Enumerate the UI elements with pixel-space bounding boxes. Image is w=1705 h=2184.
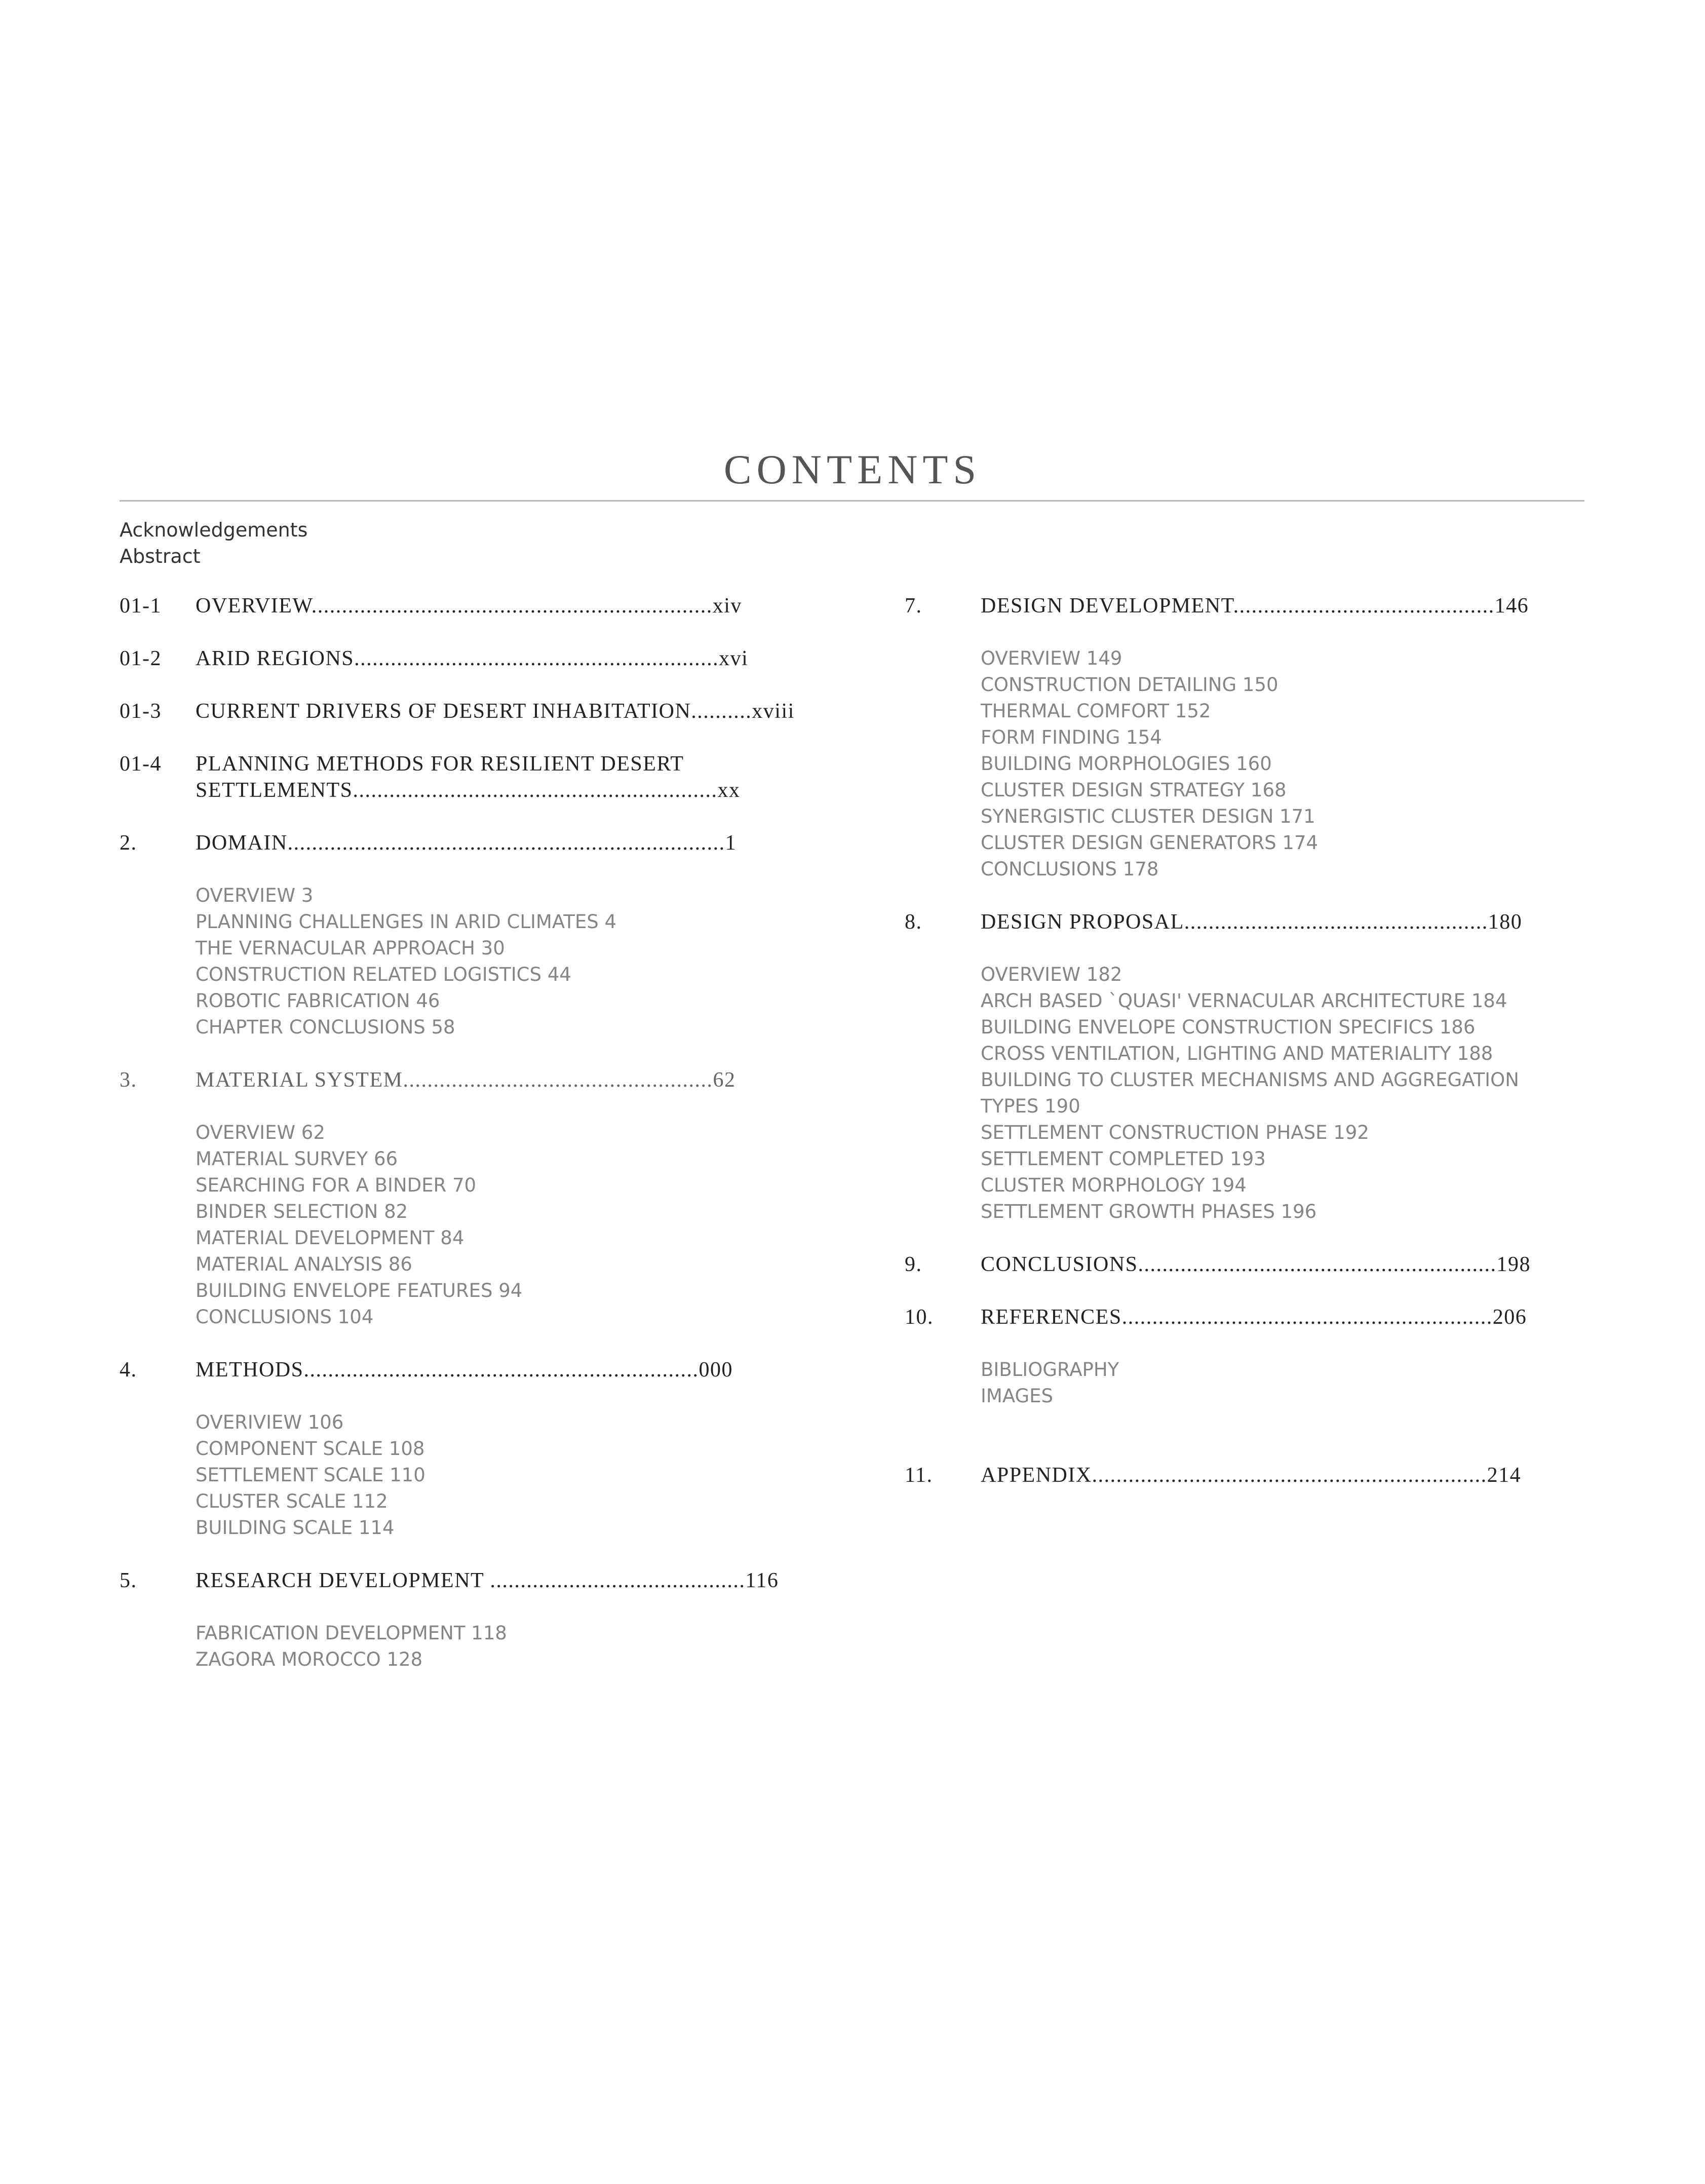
toc-chapter-number: 10. [905, 1306, 934, 1329]
front-matter [120, 517, 307, 569]
toc-entry [905, 1462, 1583, 1488]
toc-subsection: BUILDING ENVELOPE FEATURES 94 [196, 1280, 523, 1301]
toc-chapter-number: 01-1 [120, 594, 162, 618]
toc-chapter-title-line: OVERVIEW..................................................................xiv [196, 594, 742, 618]
toc-chapter-title-line: ARID REGIONS............................................................xvi [196, 647, 749, 670]
toc-subsection: CLUSTER DESIGN STRATEGY 168 [981, 779, 1287, 801]
toc-chapter-title-line: PLANNING METHODS FOR RESILIENT DESERT [196, 752, 684, 776]
toc-heading [120, 593, 803, 619]
toc-chapter-title-line: DOMAIN........................................................................1 [196, 831, 737, 855]
toc-chapter-number: 9. [905, 1253, 922, 1276]
toc-chapter-number: 01-2 [120, 647, 162, 670]
toc-chapter-title [981, 1304, 1583, 1330]
toc-heading [905, 593, 1583, 619]
toc-chapter-title [196, 645, 803, 672]
toc-chapter-title-line: MATERIAL SYSTEM...................................................62 [196, 1068, 736, 1092]
toc-subsection: OVERIVIEW 106 [196, 1411, 344, 1433]
toc-chapter-title-line: DESIGN DEVELOPMENT...........................................146 [981, 594, 1529, 618]
toc-chapter-title [196, 1567, 803, 1594]
toc-subsection: COMPONENT SCALE 108 [196, 1438, 425, 1460]
toc-subsection: TYPES 190 [981, 1095, 1080, 1117]
toc-chapter-number: 4. [120, 1358, 137, 1382]
toc-heading [120, 1067, 803, 1093]
toc-chapter-title-line: SETTLEMENTS............................................................xx [196, 779, 741, 802]
toc-heading [120, 1567, 803, 1594]
toc-subsection: BUILDING SCALE 114 [196, 1517, 395, 1539]
toc-subsection: SETTLEMENT CONSTRUCTION PHASE 192 [981, 1122, 1369, 1143]
toc-subsection: MATERIAL DEVELOPMENT 84 [196, 1227, 464, 1249]
toc-right-column [905, 593, 1583, 1515]
toc-heading [120, 751, 803, 803]
toc-subsection: BIBLIOGRAPHY [981, 1359, 1119, 1381]
page-title: CONTENTS [723, 446, 982, 492]
toc-chapter-number: 01-4 [120, 752, 162, 776]
toc-subsection-list [981, 645, 1583, 883]
toc-subsection: BUILDING ENVELOPE CONSTRUCTION SPECIFICS 186 [981, 1016, 1476, 1038]
toc-subsection-list [196, 1120, 803, 1330]
toc-chapter-title-line: METHODS.................................................................000 [196, 1358, 733, 1382]
toc-chapter-title [196, 1357, 803, 1383]
toc-entry [120, 593, 803, 619]
toc-chapter-title [196, 593, 803, 619]
toc-entry [905, 1251, 1583, 1278]
toc-subsection: ROBOTIC FABRICATION 46 [196, 990, 440, 1012]
toc-subsection: CROSS VENTILATION, LIGHTING AND MATERIALITY 188 [981, 1043, 1493, 1064]
toc-chapter-title-line: CONCLUSIONS...........................................................198 [981, 1253, 1531, 1276]
toc-subsection: CONCLUSIONS 104 [196, 1306, 374, 1328]
toc-entry [120, 751, 803, 803]
toc-subsection: OVERVIEW 182 [981, 964, 1122, 985]
toc-chapter-number: 3. [120, 1068, 137, 1092]
toc-subsection: THE VERNACULAR APPROACH 30 [196, 937, 505, 959]
toc-chapter-title [981, 909, 1583, 935]
title-divider [120, 500, 1584, 502]
toc-subsection: ZAGORA MOROCCO 128 [196, 1649, 423, 1670]
toc-heading [120, 645, 803, 672]
toc-subsection: FABRICATION DEVELOPMENT 118 [196, 1622, 507, 1644]
toc-chapter-title [981, 1462, 1583, 1488]
toc-heading [905, 1462, 1583, 1488]
toc-subsection: PLANNING CHALLENGES IN ARID CLIMATES 4 [196, 911, 617, 933]
toc-subsection: OVERVIEW 149 [981, 647, 1122, 669]
toc-subsection: CONCLUSIONS 178 [981, 858, 1159, 880]
toc-chapter-title-line: REFERENCES.............................................................206 [981, 1306, 1527, 1329]
toc-chapter-number: 8. [905, 910, 922, 934]
toc-entry [120, 645, 803, 672]
toc-chapter-number: 11. [905, 1464, 933, 1487]
toc-chapter-number: 7. [905, 594, 922, 618]
toc-subsection-list [196, 883, 803, 1041]
toc-subsection: SETTLEMENT SCALE 110 [196, 1464, 425, 1486]
toc-subsection: CONSTRUCTION RELATED LOGISTICS 44 [196, 964, 571, 985]
toc-entry [120, 1357, 803, 1541]
toc-subsection-list [981, 1357, 1583, 1409]
toc-subsection-list [196, 1409, 803, 1541]
toc-subsection: CONSTRUCTION DETAILING 150 [981, 674, 1278, 696]
toc-subsection-list [981, 962, 1583, 1225]
toc-left-column [120, 593, 803, 1699]
toc-subsection: SETTLEMENT GROWTH PHASES 196 [981, 1201, 1317, 1222]
toc-entry [905, 909, 1583, 1225]
toc-subsection: THERMAL COMFORT 152 [981, 700, 1211, 722]
toc-chapter-title [981, 593, 1583, 619]
toc-subsection: SYNERGISTIC CLUSTER DESIGN 171 [981, 806, 1315, 827]
toc-heading [120, 830, 803, 856]
toc-chapter-title [981, 1251, 1583, 1278]
toc-subsection: FORM FINDING 154 [981, 726, 1162, 748]
toc-chapter-title-line: APPENDIX.................................................................214 [981, 1464, 1522, 1487]
toc-subsection: CLUSTER SCALE 112 [196, 1490, 388, 1512]
toc-heading [120, 698, 803, 724]
toc-subsection: BINDER SELECTION 82 [196, 1201, 408, 1222]
toc-heading [905, 1304, 1583, 1330]
toc-entry [905, 593, 1583, 883]
front-matter-acknowledgements: Acknowledgements [120, 519, 308, 541]
toc-chapter-title-line: CURRENT DRIVERS OF DESERT INHABITATION..........xviii [196, 700, 795, 723]
toc-subsection: MATERIAL ANALYSIS 86 [196, 1253, 412, 1275]
toc-subsection: BUILDING MORPHOLOGIES 160 [981, 753, 1272, 775]
toc-heading [905, 1251, 1583, 1278]
toc-chapter-title-line: DESIGN PROPOSAL..................................................180 [981, 910, 1523, 934]
toc-subsection: IMAGES [981, 1385, 1054, 1407]
toc-chapter-title [196, 830, 803, 856]
toc-subsection: SEARCHING FOR A BINDER 70 [196, 1174, 477, 1196]
toc-heading [905, 909, 1583, 935]
toc-chapter-title [196, 751, 803, 803]
toc-subsection: OVERVIEW 62 [196, 1122, 325, 1143]
toc-subsection: SETTLEMENT COMPLETED 193 [981, 1148, 1266, 1170]
toc-entry [120, 1567, 803, 1673]
toc-subsection: OVERVIEW 3 [196, 885, 314, 906]
toc-entry [120, 830, 803, 1041]
toc-subsection: CLUSTER MORPHOLOGY 194 [981, 1174, 1247, 1196]
toc-subsection-list [196, 1620, 803, 1673]
toc-chapter-number: 2. [120, 831, 137, 855]
toc-subsection: CLUSTER DESIGN GENERATORS 174 [981, 832, 1319, 854]
toc-entry [905, 1304, 1583, 1409]
toc-chapter-number: 5. [120, 1569, 137, 1592]
toc-chapter-title [196, 1067, 803, 1093]
toc-chapter-number: 01-3 [120, 700, 162, 723]
toc-chapter-title [196, 698, 803, 724]
toc-entry [120, 698, 803, 724]
toc-entry [120, 1067, 803, 1330]
toc-subsection: ARCH BASED `QUASI' VERNACULAR ARCHITECTURE 184 [981, 990, 1507, 1012]
front-matter-abstract: Abstract [120, 545, 201, 567]
toc-subsection: MATERIAL SURVEY 66 [196, 1148, 398, 1170]
toc-chapter-title-line: RESEARCH DEVELOPMENT ..........................................116 [196, 1569, 779, 1592]
toc-heading [120, 1357, 803, 1383]
toc-subsection: CHAPTER CONCLUSIONS 58 [196, 1016, 455, 1038]
toc-subsection: BUILDING TO CLUSTER MECHANISMS AND AGGREGATION [981, 1069, 1519, 1091]
